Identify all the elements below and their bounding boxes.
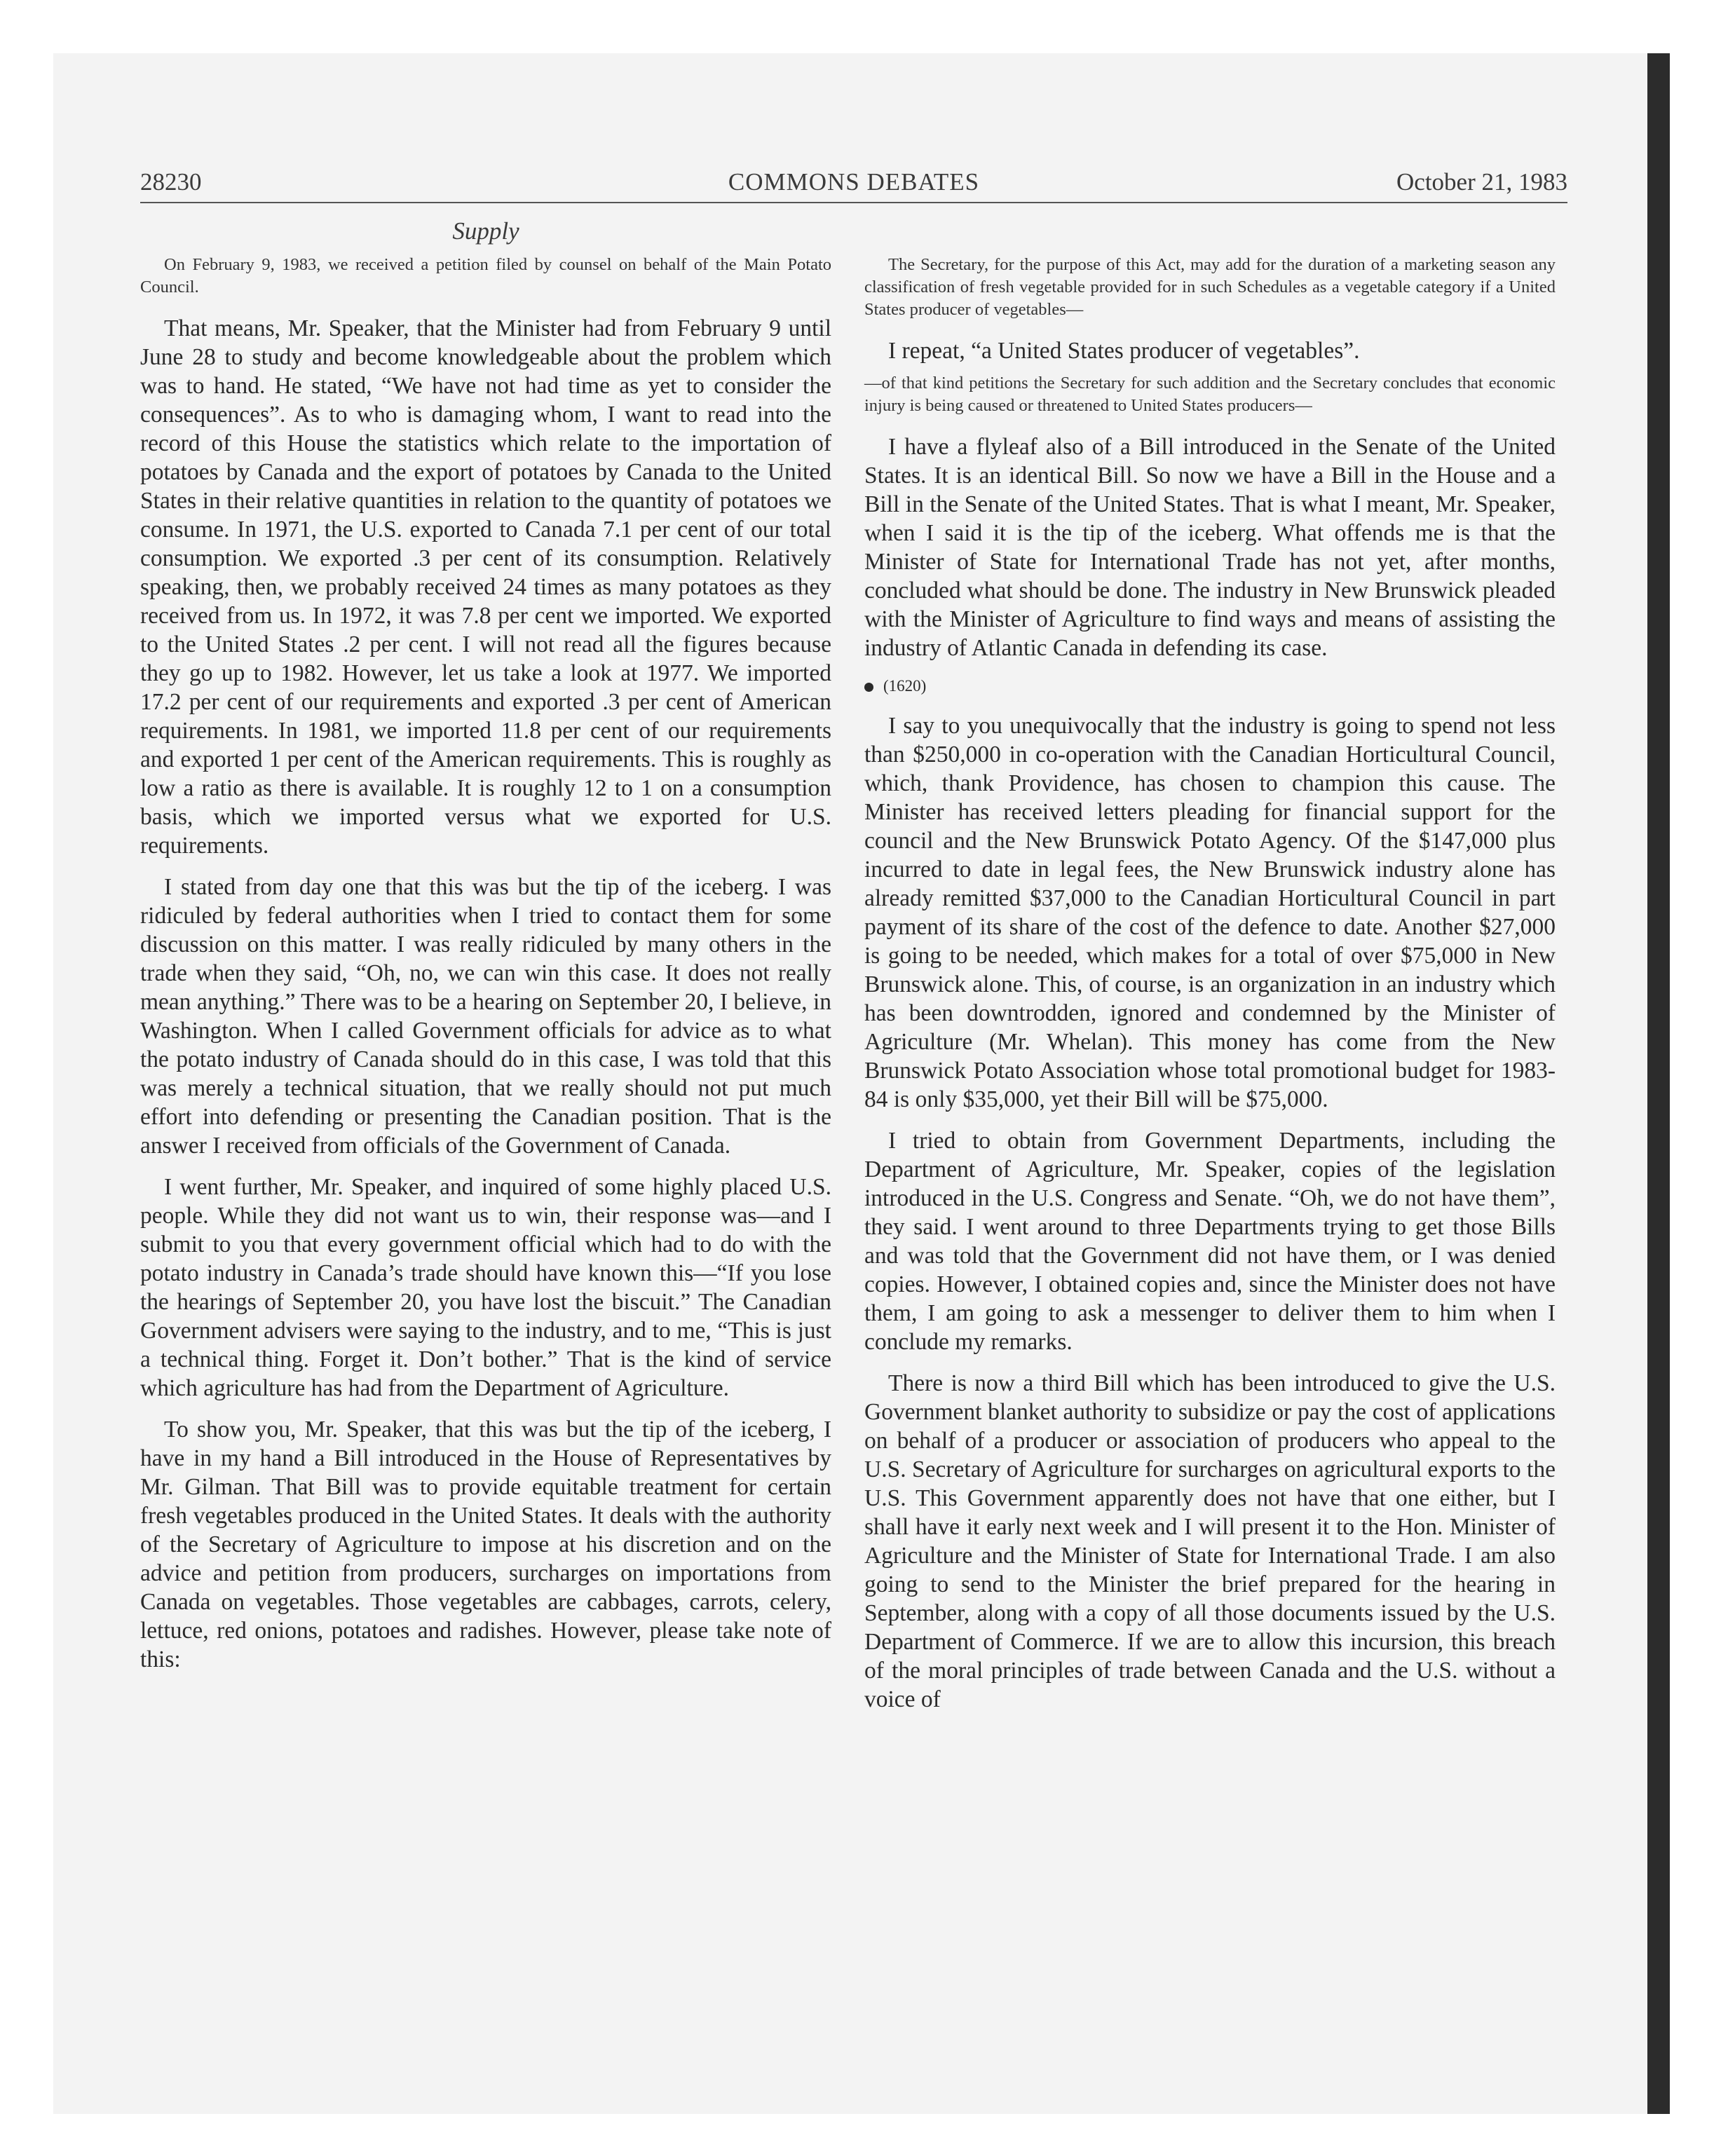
quoted-text: The Secretary, for the purpose of this Act, may add for the duration of a marketing season any classification of fresh vegetable provided for in such Schedules as a vegetable category if a United States producer of vegetables— xyxy=(864,255,1556,319)
paragraph: To show you, Mr. Speaker, that this was but the tip of the iceberg, I have in my hand a Bill introduced in the House of Representatives by Mr. Gilman. That Bill was to provide equitable treatment for certain fresh vegetables produced in the United States. It deals with the authority of the Secretary of Agriculture to impose at his discretion and on the advice and petition from producers, surcharges on importations from Canada on vegetables. Those vegetables are cabbages, carrots, celery, lettuce, red onions, potatoes and radishes. However, please take note of this: xyxy=(140,1417,831,1672)
paragraph: I tried to obtain from Government Departments, including the Department of Agriculture, Mr. Speaker, copies of the legislation introduced in the U.S. Congress and Senate. “Oh, we do not have them”, they said. I went around to three Departments trying to get those Bills and was told that the Government did not have them, or I was denied copies. However, I obtained copies and, since the Minister does not have them, I am going to ask a messenger to deliver them to him when I conclude my remarks. xyxy=(864,1128,1556,1355)
publication-title: COMMONS DEBATES xyxy=(728,168,980,196)
paragraph: That means, Mr. Speaker, that the Minister had from February 9 until June 28 to study and become knowledgeable about the problem which was to hand. He stated, “We have not had time as yet to consider the consequences”. As to who is damaging whom, I want to read into the record of this House the statistics which relate to the importation of potatoes by Canada and the export of potatoes by Canada to the United States in their relative quantities in relation to the quantity of potatoes we consume. In 1971, the U.S. exported to Canada 7.1 per cent of our total consumption. We exported .3 per cent of its consumption. Relatively speaking, then, we probably received 24 times as many potatoes as they received from us. In 1972, it was 7.8 per cent we imported. We exported to the United States .2 per cent. I will not read all the figures because they go up to 1982. However, let us take a look at 1977. We imported 17.2 per cent of our requirements and exported .3 per cent of American requirements. In 1981, we imported 11.8 per cent of our requirements and exported 1 per cent of the American requirements. This is roughly as low a ratio as there is available. It is roughly 12 to 1 on a consumption basis, which we imported versus what we exported for U.S. requirements. xyxy=(140,315,831,859)
quoted-text: —of that kind petitions the Secretary for such addition and the Secretary concludes that economic injury is being caused or threatened to United States producers— xyxy=(864,374,1556,415)
scan-edge-shadow xyxy=(1647,53,1670,2114)
page-header xyxy=(140,168,1567,203)
paragraph: I stated from day one that this was but the tip of the iceberg. I was ridiculed by federal authorities when I tried to contact them for some discussion on this matter. I was really ridiculed by many others in the trade when they said, “Oh, no, we can win this case. It does not really mean anything.” There was to be a hearing on September 20, I believe, in Washington. When I called Government officials for advice as to what the potato industry of Canada should do in this case, I was told that this was merely a technical situation, that we really should not put much effort into defending or presenting the Canadian position. That is the answer I received from officials of the Government of Canada. xyxy=(140,874,831,1159)
page-date: October 21, 1983 xyxy=(1396,168,1567,196)
quoted-text: On February 9, 1983, we received a petition filed by counsel on behalf of the Main Potato Council. xyxy=(140,255,831,296)
paragraph: I repeat, “a United States producer of vegetables”. xyxy=(888,338,1360,364)
header-rule xyxy=(140,202,1567,203)
paragraph: I went further, Mr. Speaker, and inquired of some highly placed U.S. people. While they did not want us to win, their response was—and I submit to you that every government official which had to do with the potato industry in Canada’s trade should have known this—“If you lose the hearings of September 20, you have lost the biscuit.” The Canadian Government advisers were saying to the industry, and to me, “This is just a technical thing. Forget it. Don’t bother.” That is the kind of service which agriculture has had from the Department of Agriculture. xyxy=(140,1174,831,1401)
section-heading: Supply xyxy=(452,217,519,245)
right-column xyxy=(864,254,1556,1726)
time-marker xyxy=(864,675,1556,697)
time-stamp: (1620) xyxy=(883,677,927,695)
paragraph: I say to you unequivocally that the industry is going to spend not less than $250,000 in co-operation with the Canadian Horticultural Council, which, thank Providence, has chosen to champion this cause. The Minister has received letters pleading for financial support for the council and the New Brunswick Potato Agency. Of the $147,000 plus incurred to date in legal fees, the New Brunswick industry alone has already remitted $37,000 to the Canadian Horticultural Council in part payment of its share of the cost of the defence to date. Another $27,000 is going to be needed, which makes for a total of over $75,000 in New Brunswick alone. This, of course, is an organization in an industry which has been downtrodden, ignored and condemned by the Minister of Agriculture (Mr. Whelan). This money has come from the New Brunswick Potato Association whose total promotional budget for 1983-84 is only $35,000, yet their Bill will be $75,000. xyxy=(864,713,1556,1112)
bullet-icon xyxy=(864,683,873,692)
page-number: 28230 xyxy=(140,168,202,196)
paragraph: I have a flyleaf also of a Bill introduced in the Senate of the United States. It is an identical Bill. So now we have a Bill in the House and a Bill in the Senate of the United States. That is what I meant, Mr. Speaker, when I said it is the tip of the iceberg. What offends me is that the Minister of State for International Trade has not yet, after months, concluded what should be done. The industry in New Brunswick pleaded with the Minister of Agriculture to find ways and means of assisting the industry of Atlantic Canada in defending its case. xyxy=(864,434,1556,661)
paragraph: There is now a third Bill which has been introduced to give the U.S. Government blanket authority to subsidize or pay the cost of applications on behalf of a producer or association of producers who appeal to the U.S. Secretary of Agriculture for surcharges on agricultural exports to the U.S. This Government apparently does not have that one either, but I shall have it early next week and I will present it to the Hon. Minister of Agriculture and the Minister of State for International Trade. I am also going to send to the Minister the brief prepared for the hearing in September, along with a copy of all those documents issued by the U.S. Department of Commerce. If we are to allow this incursion, this breach of the moral principles of trade between Canada and the U.S. without a voice of xyxy=(864,1370,1556,1712)
left-column xyxy=(140,254,831,1686)
